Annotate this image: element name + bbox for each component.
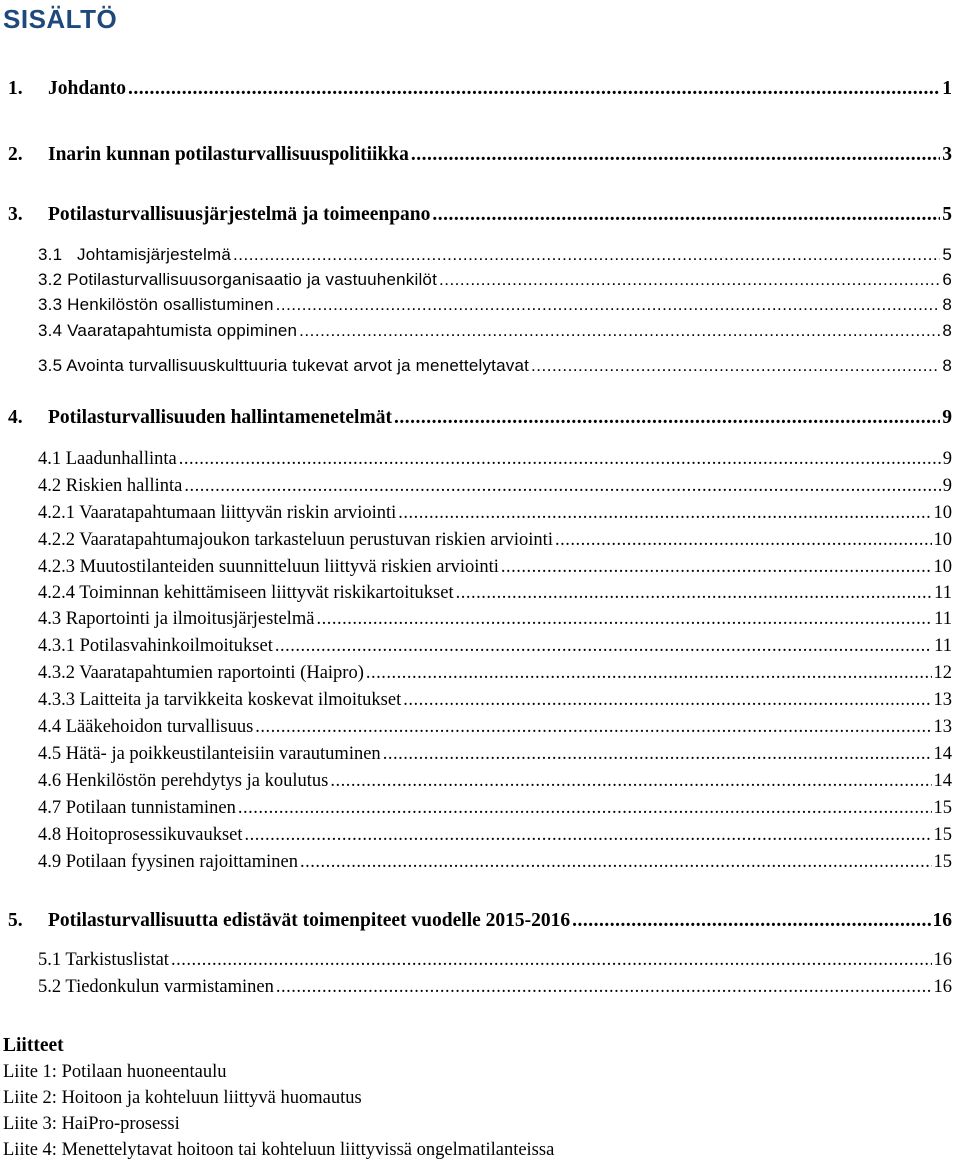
toc-entry-page: 13	[933, 717, 952, 737]
dot-leader	[245, 822, 932, 848]
toc-entry-4[interactable]	[8, 405, 952, 431]
dot-leader	[316, 606, 932, 632]
toc-entry-label: 4.3.2 Vaaratapahtumien raportointi (Haipro)	[38, 663, 364, 683]
toc-entry-label: 3.3 Henkilöstön osallistuminen	[38, 295, 274, 314]
dot-leader	[501, 554, 932, 580]
toc-entry-page: 15	[933, 852, 952, 872]
toc-entry-4-3[interactable]	[38, 606, 952, 632]
toc-entry-label: 4.7 Potilaan tunnistaminen	[38, 798, 236, 818]
toc-entry-4-5[interactable]	[38, 741, 952, 767]
toc-entry-number: 5.	[8, 910, 23, 931]
toc-entry-label: 4.9 Potilaan fyysinen rajoittaminen	[38, 852, 298, 872]
dot-leader	[531, 353, 940, 379]
toc-entry-page: 9	[942, 449, 952, 469]
toc-entry-page: 8	[942, 295, 952, 314]
toc-entry-3-5[interactable]	[38, 353, 952, 379]
toc-entry-3-1[interactable]	[38, 242, 952, 268]
toc-entry-label: 4.2.4 Toiminnan kehittämiseen liittyvät riskikartoitukset	[38, 583, 454, 603]
toc-entry-page: 15	[933, 798, 952, 818]
dot-leader	[179, 446, 941, 472]
toc-entry-4-2-4[interactable]	[38, 580, 952, 606]
toc-entry-label: Potilasturvallisuuden hallintamenetelmät	[48, 407, 392, 428]
toc-entry-label: 3.4 Vaaratapahtumista oppiminen	[38, 321, 298, 340]
toc-entry-4-3-2[interactable]	[38, 660, 952, 686]
toc-entry-page: 5	[942, 204, 952, 225]
toc-entry-1[interactable]	[8, 76, 952, 102]
toc-entry-page: 9	[942, 407, 952, 428]
dot-leader	[184, 473, 940, 499]
toc-entry-4-2-1[interactable]	[38, 500, 952, 526]
dot-leader	[366, 660, 932, 686]
toc-entry-page: 13	[933, 690, 952, 710]
toc-entry-4-3-1[interactable]	[38, 633, 952, 659]
dot-leader	[456, 580, 933, 606]
toc-entry-page: 10	[933, 557, 952, 577]
toc-entry-page: 5	[942, 245, 952, 264]
toc-entry-4-7[interactable]	[38, 795, 952, 821]
dot-leader	[255, 714, 931, 740]
toc-entry-label: 4.5 Hätä- ja poikkeustilanteisiin varautuminen	[38, 744, 381, 764]
dot-leader	[555, 527, 932, 553]
toc-entry-label: 3.5 Avointa turvallisuuskulttuuria tukevat arvot ja menettelytavat	[38, 356, 530, 375]
toc-entry-3[interactable]	[8, 202, 952, 228]
toc-entry-number: 1.	[8, 78, 23, 99]
toc-entry-3-4[interactable]	[38, 318, 952, 344]
toc-entry-page: 9	[942, 476, 952, 496]
dot-leader	[299, 318, 940, 344]
toc-entry-2[interactable]	[8, 142, 952, 168]
toc-entry-label: 4.4 Lääkehoidon turvallisuus	[38, 717, 254, 737]
dot-leader	[275, 633, 932, 659]
appendix-item: Liite 3: HaiPro-prosessi	[3, 1114, 180, 1134]
toc-entry-4-2[interactable]	[38, 473, 952, 499]
dot-leader	[171, 947, 932, 973]
toc-entry-label: 4.1 Laadunhallinta	[38, 449, 177, 469]
appendix-item: Liite 1: Potilaan huoneentaulu	[3, 1062, 227, 1082]
dot-leader	[276, 292, 941, 318]
toc-entry-4-8[interactable]	[38, 822, 952, 848]
toc-entry-page: 8	[942, 321, 952, 340]
dot-leader	[394, 405, 940, 431]
toc-entry-page: 6	[942, 270, 952, 289]
toc-entry-5[interactable]	[8, 908, 952, 934]
toc-entry-label: 4.2 Riskien hallinta	[38, 476, 183, 496]
toc-entry-3-3[interactable]	[38, 292, 952, 318]
toc-entry-page: 12	[933, 663, 952, 683]
dot-leader	[233, 242, 940, 268]
page-title: SISÄLTÖ	[3, 4, 118, 34]
dot-leader	[398, 500, 931, 526]
appendices-title: Liitteet	[3, 1035, 64, 1056]
toc-entry-label: 4.3.1 Potilasvahinkoilmoitukset	[38, 636, 273, 656]
dot-leader	[383, 741, 932, 767]
toc-entry-label: 4.3.3 Laitteita ja tarvikkeita koskevat ilmoitukset	[38, 690, 402, 710]
toc-entry-number: 4.	[8, 407, 23, 428]
toc-entry-label: 4.2.3 Muutostilanteiden suunnitteluun liittyvä riskien arviointi	[38, 557, 499, 577]
toc-entry-label: Inarin kunnan potilasturvallisuuspolitiikka	[48, 144, 409, 165]
toc-entry-page: 16	[933, 950, 952, 970]
dot-leader	[238, 795, 932, 821]
toc-entry-label: 5.2 Tiedonkulun varmistaminen	[38, 977, 274, 997]
toc-entry-label: Johdanto	[48, 78, 127, 99]
toc-entry-page: 3	[942, 144, 952, 165]
toc-entry-page: 11	[934, 636, 952, 656]
toc-entry-number: 2.	[8, 144, 23, 165]
toc-entry-page: 1	[942, 78, 952, 99]
toc-entry-page: 16	[932, 910, 952, 931]
appendix-item: Liite 2: Hoitoon ja kohteluun liittyvä huomautus	[3, 1088, 362, 1108]
toc-entry-label: 3.2 Potilasturvallisuusorganisaatio ja vastuuhenkilöt	[38, 270, 437, 289]
toc-entry-number: 3.	[8, 204, 23, 225]
toc-entry-label: Potilasturvallisuusjärjestelmä ja toimeenpano	[48, 204, 431, 225]
toc-entry-3-2[interactable]	[38, 267, 952, 293]
toc-entry-label: 3.1 Johtamisjärjestelmä	[38, 245, 232, 264]
toc-entry-4-4[interactable]	[38, 714, 952, 740]
toc-entry-page: 11	[934, 609, 952, 629]
toc-entry-label: 5.1 Tarkistuslistat	[38, 950, 169, 970]
toc-entry-page: 14	[933, 744, 952, 764]
toc-entry-page: 11	[934, 583, 952, 603]
toc-entry-page: 16	[933, 977, 952, 997]
toc-entry-4-6[interactable]	[38, 768, 952, 794]
toc-entry-label: 4.8 Hoitoprosessikuvaukset	[38, 825, 243, 845]
toc-entry-label: 4.2.1 Vaaratapahtumaan liittyvän riskin arviointi	[38, 503, 397, 523]
toc-entry-page: 8	[942, 356, 952, 375]
toc-entry-4-2-3[interactable]	[38, 554, 952, 580]
toc-entry-label: 4.3 Raportointi ja ilmoitusjärjestelmä	[38, 609, 315, 629]
toc-entry-5-1[interactable]	[38, 947, 952, 973]
dot-leader	[432, 202, 940, 228]
toc-entry-label: 4.6 Henkilöstön perehdytys ja koulutus	[38, 771, 329, 791]
dot-leader	[439, 267, 940, 293]
dot-leader	[128, 76, 940, 102]
dot-leader	[403, 687, 931, 713]
toc-entry-page: 10	[933, 530, 952, 550]
toc-entry-5-2[interactable]	[38, 974, 952, 1000]
toc-entry-label: 4.2.2 Vaaratapahtumajoukon tarkasteluun perustuvan riskien arviointi	[38, 530, 553, 550]
dot-leader	[276, 974, 932, 1000]
dot-leader	[572, 908, 930, 934]
toc-entry-4-2-2[interactable]	[38, 527, 952, 553]
dot-leader	[300, 849, 932, 875]
dot-leader	[330, 768, 931, 794]
toc-entry-4-9[interactable]	[38, 849, 952, 875]
toc-entry-label: Potilasturvallisuutta edistävät toimenpiteet vuodelle 2015-2016	[48, 910, 571, 931]
toc-entry-4-3-3[interactable]	[38, 687, 952, 713]
toc-entry-4-1[interactable]	[38, 446, 952, 472]
dot-leader	[411, 142, 940, 168]
toc-entry-page: 14	[933, 771, 952, 791]
toc-entry-page: 15	[933, 825, 952, 845]
toc-entry-page: 10	[933, 503, 952, 523]
appendix-item: Liite 4: Menettelytavat hoitoon tai kohteluun liittyvissä ongelmatilanteissa	[3, 1140, 555, 1160]
